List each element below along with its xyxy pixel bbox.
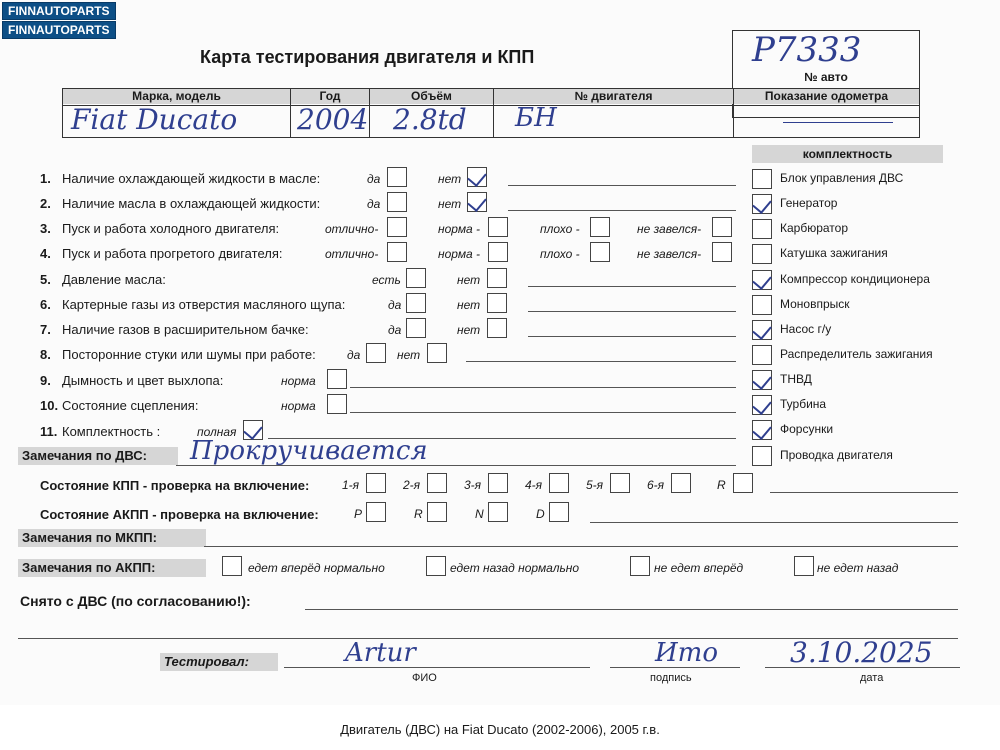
opt-da: да [367, 172, 381, 186]
year-hw: 2004 [297, 103, 369, 136]
akpp-gear-checkbox[interactable] [427, 502, 447, 522]
akpp-opt-label: не едет назад [817, 561, 899, 575]
opt-da: да [367, 197, 381, 211]
question-text: Пуск и работа прогретого двигателя: [62, 246, 283, 261]
form-title: Карта тестирования двигателя и КПП [200, 47, 535, 67]
opt-norma: норма - [438, 222, 481, 236]
header-year: Год [291, 89, 370, 104]
kpp-gear-checkbox[interactable] [488, 473, 508, 493]
question-num: 1. [40, 171, 51, 186]
question-text: Картерные газы из отверстия масляного щупа: [62, 297, 346, 312]
question-text: Наличие охлаждающей жидкости в масле: [62, 171, 321, 186]
opt-otlichno: отлично- [325, 247, 379, 261]
kpp-gear-checkbox[interactable] [427, 473, 447, 493]
akpp-remarks-label: Замечания по АКПП: [18, 559, 206, 577]
kpp-gear-checkbox[interactable] [549, 473, 569, 493]
q8-yes-checkbox[interactable] [366, 343, 386, 363]
auto-number-hw: P7333 [752, 30, 862, 70]
sign-hw: Ито [655, 638, 718, 668]
header-make: Марка, модель [63, 89, 291, 104]
auto-number-label: № авто [804, 70, 848, 84]
akpp-gear-label: D [536, 507, 545, 521]
kit-item-label: ТНВД [780, 372, 812, 386]
kpp-remark-line [770, 492, 958, 493]
image-caption: Двигатель (ДВС) на Fiat Ducato (2002-2006), 2005 г.в. [340, 722, 660, 737]
date-hw: 3.10.2025 [790, 636, 933, 669]
date-label: дата [860, 672, 884, 684]
opt-polnaya: полная [197, 425, 237, 439]
q5-yes-checkbox[interactable] [406, 268, 426, 288]
opt-da: да [388, 323, 402, 337]
akpp-label: Состояние АКПП - проверка на включение: [40, 507, 319, 522]
header-engine-no: № двигателя [494, 89, 734, 104]
question-num: 6. [40, 297, 51, 312]
question-text: Комплектность : [62, 424, 161, 439]
question-num: 10. [40, 398, 59, 413]
dvs-remarks-label: Замечания по ДВС: [18, 447, 178, 465]
kit-item-label: Форсунки [780, 422, 834, 436]
kpp-gear-label: 3-я [464, 478, 482, 492]
akpp-opt-label: едет назад нормально [450, 561, 580, 575]
akpp-opt-label: не едет вперёд [654, 561, 744, 575]
fio-label: ФИО [412, 672, 437, 684]
akpp-no-reverse-checkbox[interactable] [794, 556, 814, 576]
mkpp-remarks-label: Замечания по МКПП: [18, 529, 206, 547]
question-text: Состояние сцепления: [62, 398, 199, 413]
opt-ploho: плохо - [540, 222, 580, 236]
akpp-opt-label: едет вперёд нормально [248, 561, 385, 575]
kit-item-label: Катушка зажигания [780, 246, 888, 260]
kit-item-label: Проводка двигателя [780, 448, 893, 462]
kit-checkbox[interactable] [752, 420, 772, 440]
akpp-gear-label: R [414, 507, 423, 521]
question-num: 2. [40, 196, 51, 211]
question-text: Посторонние стуки или шумы при работе: [62, 347, 316, 362]
opt-da: да [388, 298, 402, 312]
kit-item-label: Генератор [780, 196, 838, 210]
kit-item-label: Компрессор кондиционера [780, 272, 930, 286]
tested-label: Тестировал: [160, 653, 278, 671]
kit-checkbox[interactable] [752, 244, 772, 264]
q8-remark-line [466, 361, 736, 362]
kit-item-label: Моновпрыск [780, 297, 850, 311]
opt-otlichno: отлично- [325, 222, 379, 236]
header-volume: Объём [370, 89, 494, 104]
q7-remark-line [528, 336, 736, 337]
kit-checkbox[interactable] [752, 194, 772, 214]
odometer-label: Показание одометра [734, 89, 919, 104]
opt-da: да [347, 348, 361, 362]
kpp-label: Состояние КПП - проверка на включение: [40, 478, 310, 493]
kit-checkbox[interactable] [752, 270, 772, 290]
q10-normal-checkbox[interactable] [327, 394, 347, 414]
opt-ne-zavelsya: не завелся- [637, 222, 702, 236]
q3-bad-checkbox[interactable] [590, 217, 610, 237]
opt-norma: норма - [438, 247, 481, 261]
opt-net: нет [397, 348, 421, 362]
opt-norma: норма [281, 399, 316, 413]
question-num: 3. [40, 221, 51, 236]
removed-line [305, 609, 958, 610]
akpp-remark-line [590, 522, 958, 523]
q6-yes-checkbox[interactable] [406, 293, 426, 313]
question-text: Давление масла: [62, 272, 166, 287]
q1-no-checkbox[interactable] [467, 167, 487, 187]
brand-logo: FINNAUTOPARTS [2, 2, 116, 20]
opt-norma: норма [281, 374, 316, 388]
kit-checkbox[interactable] [752, 370, 772, 390]
q2-no-checkbox[interactable] [467, 192, 487, 212]
q3-normal-checkbox[interactable] [488, 217, 508, 237]
opt-est: есть [372, 273, 401, 287]
opt-net: нет [438, 197, 462, 211]
question-text: Наличие масла в охлаждающей жидкости: [62, 196, 321, 211]
kit-checkbox[interactable] [752, 345, 772, 365]
q6-remark-line [528, 311, 736, 312]
question-text: Дымность и цвет выхлопа: [62, 373, 224, 388]
akpp-gear-label: N [475, 507, 484, 521]
akpp-no-forward-checkbox[interactable] [630, 556, 650, 576]
kit-checkbox[interactable] [752, 395, 772, 415]
akpp-gear-checkbox[interactable] [549, 502, 569, 522]
kit-label: комплектность [752, 145, 943, 163]
kit-checkbox[interactable] [752, 169, 772, 189]
kpp-gear-label: 6-я [647, 478, 665, 492]
brand-logo-2: FINNAUTOPARTS [2, 21, 116, 39]
opt-net: нет [457, 323, 481, 337]
kit-item-label: Распределитель зажигания [780, 347, 933, 361]
question-num: 4. [40, 246, 51, 261]
volume-hw: 2.8td [393, 103, 467, 136]
kit-item-label: Карбюратор [780, 221, 849, 235]
q8-no-checkbox[interactable] [427, 343, 447, 363]
q6-no-checkbox[interactable] [487, 293, 507, 313]
kpp-gear-checkbox[interactable] [671, 473, 691, 493]
q9-remark-line [350, 387, 736, 388]
question-num: 11. [40, 424, 58, 439]
kit-checkbox[interactable] [752, 295, 772, 315]
fio-line [284, 667, 590, 668]
q4-bad-checkbox[interactable] [590, 242, 610, 262]
kit-checkbox[interactable] [752, 446, 772, 466]
q3-no-start-checkbox[interactable] [712, 217, 732, 237]
question-text: Пуск и работа холодного двигателя: [62, 221, 280, 236]
make-hw: Fiat Ducato [71, 103, 238, 136]
kpp-gear-checkbox[interactable] [610, 473, 630, 493]
tester-hw: Artur [345, 638, 416, 668]
q9-normal-checkbox[interactable] [327, 369, 347, 389]
opt-net: нет [457, 298, 481, 312]
kit-checkbox[interactable] [752, 219, 772, 239]
q4-no-start-checkbox[interactable] [712, 242, 732, 262]
akpp-gear-label: P [354, 507, 363, 521]
kpp-gear-checkbox[interactable] [366, 473, 386, 493]
q4-normal-checkbox[interactable] [488, 242, 508, 262]
kpp-gear-checkbox[interactable] [733, 473, 753, 493]
q3-excellent-checkbox[interactable] [387, 217, 407, 237]
question-num: 9. [40, 373, 51, 388]
q7-yes-checkbox[interactable] [406, 318, 426, 338]
removed-label: Снято с ДВС (по согласованию!): [20, 593, 251, 609]
vehicle-info-grid [62, 88, 920, 138]
akpp-gear-checkbox[interactable] [366, 502, 386, 522]
sign-label: подпись [650, 672, 692, 684]
opt-ne-zavelsya: не завелся- [637, 247, 702, 261]
kit-item-label: Насос г/у [780, 322, 832, 336]
akpp-forward-ok-checkbox[interactable] [222, 556, 242, 576]
kit-checkbox[interactable] [752, 320, 772, 340]
question-num: 8. [40, 347, 51, 362]
opt-net: нет [438, 172, 462, 186]
akpp-gear-checkbox[interactable] [488, 502, 508, 522]
kpp-gear-label: 1-я [342, 478, 360, 492]
kit-item-label: Блок управления ДВС [780, 171, 904, 185]
engine-hw: БН [515, 103, 557, 133]
q4-excellent-checkbox[interactable] [387, 242, 407, 262]
kpp-gear-label: R [717, 478, 726, 492]
opt-ploho: плохо - [540, 247, 580, 261]
kpp-gear-label: 5-я [586, 478, 604, 492]
q1-yes-checkbox[interactable] [387, 167, 407, 187]
q5-remark-line [528, 286, 736, 287]
question-num: 5. [40, 272, 51, 287]
question-text: Наличие газов в расширительном бачке: [62, 322, 309, 337]
q2-remark-line [508, 210, 736, 211]
akpp-reverse-ok-checkbox[interactable] [426, 556, 446, 576]
kpp-gear-label: 2-я [403, 478, 421, 492]
q5-no-checkbox[interactable] [487, 268, 507, 288]
q10-remark-line [350, 412, 736, 413]
q7-no-checkbox[interactable] [487, 318, 507, 338]
question-num: 7. [40, 322, 51, 337]
kit-item-label: Турбина [780, 397, 827, 411]
kpp-gear-label: 4-я [525, 478, 543, 492]
mkpp-remarks-line [204, 546, 958, 547]
opt-net: нет [457, 273, 481, 287]
q1-remark-line [508, 185, 736, 186]
dvs-remarks-hw: Прокручивается [190, 436, 428, 466]
q2-yes-checkbox[interactable] [387, 192, 407, 212]
